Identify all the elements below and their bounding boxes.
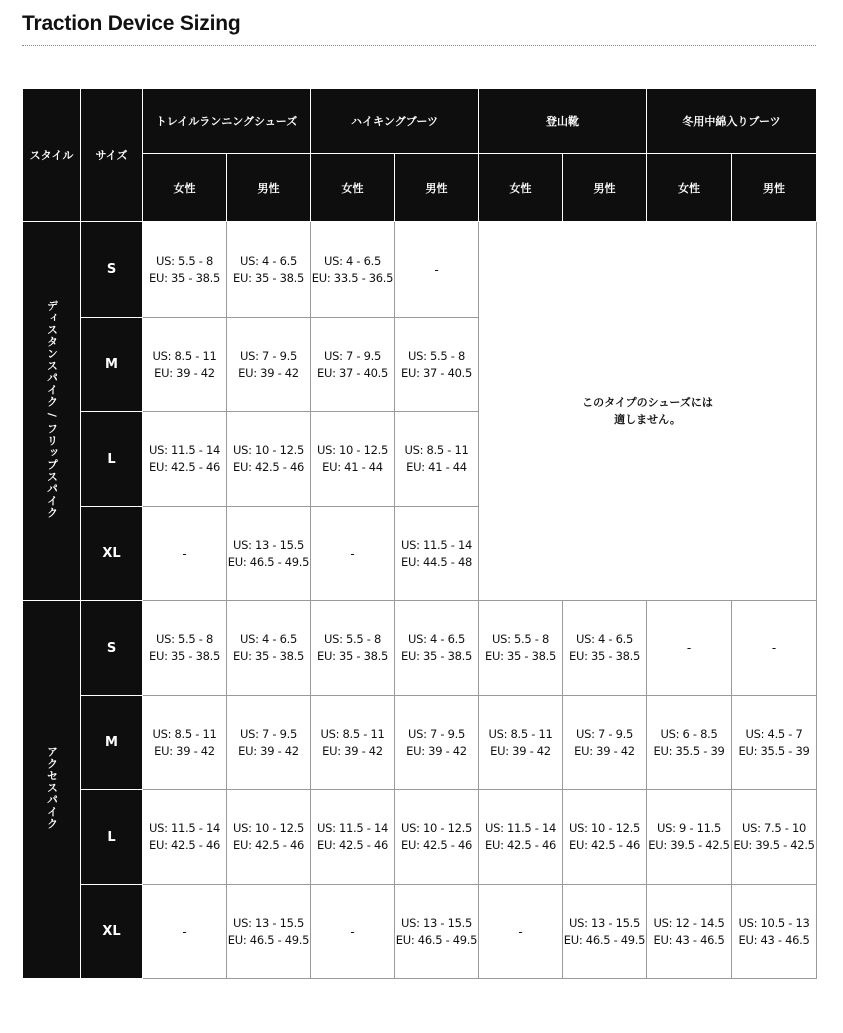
us-size-range: US: 10.5 - 13 [738, 915, 810, 930]
eu-size-range: EU: 42.5 - 46 [148, 460, 220, 474]
size-label: M [81, 318, 143, 412]
size-range-cell [143, 318, 227, 412]
eu-size-range: EU: 44.5 - 48 [400, 554, 472, 569]
us-size-range: US: 7 - 9.5 [239, 726, 297, 741]
size-range-cell [143, 412, 227, 507]
eu-size-range: EU: 41 - 44 [406, 460, 467, 474]
eu-size-range: EU: 39 - 42 [154, 743, 215, 758]
us-size-range: US: 13 - 15.5 [568, 915, 641, 930]
size-range-cell [143, 601, 227, 696]
us-size-range: US: 11.5 - 14 [316, 821, 389, 835]
eu-size-range: EU: 35.5 - 39 [653, 743, 725, 758]
header-style: スタイル [23, 89, 81, 222]
size-range-cell [563, 601, 647, 696]
eu-size-range: EU: 42.5 - 46 [232, 838, 304, 852]
eu-size-range: EU: 39 - 42 [406, 743, 467, 758]
size-range-cell [395, 507, 479, 601]
style-label-cell [23, 601, 81, 979]
us-size-range: US: 8.5 - 11 [152, 726, 217, 741]
us-size-range: US: 11.5 - 14 [400, 537, 473, 552]
header-size: サイズ [81, 89, 143, 222]
header-trail-running-shoes: トレイルランニングシューズ [143, 89, 311, 154]
us-size-range: US: 10 - 12.5 [232, 821, 305, 835]
header-women: 女性 [143, 154, 227, 222]
size-range-cell [143, 222, 227, 318]
size-range-cell [311, 696, 395, 790]
us-size-range: US: 11.5 - 14 [148, 443, 221, 457]
not-available-cell: - [143, 507, 227, 601]
not-suitable-text: 適しません。 [614, 413, 681, 426]
header-women: 女性 [647, 154, 732, 222]
size-range-cell [479, 601, 563, 696]
header-women: 女性 [311, 154, 395, 222]
us-size-range: US: 9 - 11.5 [656, 821, 722, 835]
eu-size-range: EU: 42.5 - 46 [232, 460, 304, 474]
size-range-cell [311, 222, 395, 318]
us-size-range: US: 7.5 - 10 [741, 821, 807, 835]
eu-size-range: EU: 35.5 - 39 [738, 743, 810, 758]
not-available-cell: - [143, 885, 227, 979]
eu-size-range: EU: 35 - 38.5 [232, 649, 304, 663]
size-range-cell [311, 790, 395, 885]
us-size-range: US: 11.5 - 14 [484, 821, 557, 835]
us-size-range: US: 10 - 12.5 [568, 821, 641, 835]
size-label: L [81, 412, 143, 507]
size-range-cell [563, 696, 647, 790]
us-size-range: US: 8.5 - 11 [320, 726, 385, 741]
us-size-range: US: 5.5 - 8 [407, 348, 465, 363]
not-available-cell: - [311, 507, 395, 601]
eu-size-range: EU: 39 - 42 [154, 365, 215, 380]
style-label: ディスタンスパイク / フリップスパイク [45, 300, 59, 519]
size-range-cell [563, 885, 647, 979]
eu-size-range: EU: 33.5 - 36.5 [311, 270, 394, 285]
size-range-cell [227, 790, 311, 885]
size-range-cell [479, 696, 563, 790]
us-size-range: US: 7 - 9.5 [575, 726, 633, 741]
size-range-cell [395, 696, 479, 790]
size-range-cell [143, 696, 227, 790]
eu-size-range: EU: 35 - 38.5 [148, 649, 220, 663]
us-size-range: US: 5.5 - 8 [155, 632, 213, 646]
size-range-cell [732, 696, 817, 790]
eu-size-range: EU: 42.5 - 46 [148, 838, 220, 852]
title-divider [22, 45, 816, 46]
page-title: Traction Device Sizing [22, 12, 241, 35]
us-size-range: US: 8.5 - 11 [488, 726, 553, 741]
eu-size-range: EU: 46.5 - 49.5 [395, 932, 478, 947]
eu-size-range: EU: 35 - 38.5 [148, 270, 220, 285]
us-size-range: US: 10 - 12.5 [316, 443, 389, 457]
size-range-cell [395, 318, 479, 412]
eu-size-range: EU: 46.5 - 49.5 [563, 932, 646, 947]
header-insulated-winter-boots: 冬用中綿入りブーツ [647, 89, 817, 154]
style-label-cell [23, 222, 81, 601]
eu-size-range: EU: 35 - 38.5 [568, 649, 640, 663]
eu-size-range: EU: 42.5 - 46 [484, 838, 556, 852]
us-size-range: US: 7 - 9.5 [323, 348, 381, 363]
size-label: S [81, 222, 143, 318]
size-range-cell [647, 696, 732, 790]
us-size-range: US: 4 - 6.5 [239, 253, 297, 268]
us-size-range: US: 5.5 - 8 [323, 632, 381, 646]
eu-size-range: EU: 35 - 38.5 [484, 649, 556, 663]
size-label: XL [81, 885, 143, 979]
size-range-cell [563, 790, 647, 885]
size-range-cell [311, 318, 395, 412]
us-size-range: US: 13 - 15.5 [232, 915, 305, 930]
not-suitable-note [479, 222, 817, 601]
size-range-cell [227, 318, 311, 412]
table-row [23, 885, 817, 979]
size-range-cell [479, 790, 563, 885]
header-men: 男性 [227, 154, 311, 222]
us-size-range: US: 5.5 - 8 [155, 253, 213, 268]
size-range-cell [227, 601, 311, 696]
us-size-range: US: 11.5 - 14 [148, 821, 221, 835]
eu-size-range: EU: 42.5 - 46 [568, 838, 640, 852]
size-range-cell [227, 507, 311, 601]
header-women: 女性 [479, 154, 563, 222]
header-hiking-boots: ハイキングブーツ [311, 89, 479, 154]
header-men: 男性 [395, 154, 479, 222]
eu-size-range: EU: 39 - 42 [490, 743, 551, 758]
size-label: S [81, 601, 143, 696]
eu-size-range: EU: 35 - 38.5 [316, 649, 388, 663]
us-size-range: US: 6 - 8.5 [660, 726, 718, 741]
size-range-cell [395, 601, 479, 696]
eu-size-range: EU: 39 - 42 [238, 365, 299, 380]
us-size-range: US: 7 - 9.5 [239, 348, 297, 363]
not-available-cell: - [311, 885, 395, 979]
size-range-cell [311, 412, 395, 507]
eu-size-range: EU: 39 - 42 [322, 743, 383, 758]
not-available-cell: - [395, 222, 479, 318]
header-men: 男性 [563, 154, 647, 222]
size-range-cell [227, 412, 311, 507]
eu-size-range: EU: 37 - 40.5 [400, 365, 472, 380]
eu-size-range: EU: 39 - 42 [238, 743, 299, 758]
eu-size-range: EU: 42.5 - 46 [400, 838, 472, 852]
eu-size-range: EU: 41 - 44 [322, 460, 383, 474]
us-size-range: US: 13 - 15.5 [232, 537, 305, 552]
us-size-range: US: 4 - 6.5 [575, 632, 633, 646]
size-range-cell [227, 222, 311, 318]
table-row [23, 222, 817, 318]
not-available-cell: - [647, 601, 732, 696]
size-range-cell [647, 885, 732, 979]
not-suitable-text: このタイプのシューズには [582, 396, 713, 409]
size-range-cell [227, 696, 311, 790]
us-size-range: US: 4 - 6.5 [407, 632, 465, 646]
eu-size-range: EU: 39 - 42 [574, 743, 635, 758]
us-size-range: US: 10 - 12.5 [232, 443, 305, 457]
us-size-range: US: 4 - 6.5 [323, 253, 381, 268]
us-size-range: US: 4 - 6.5 [239, 632, 297, 646]
eu-size-range: EU: 43 - 46.5 [653, 932, 725, 947]
eu-size-range: EU: 46.5 - 49.5 [227, 554, 310, 569]
size-range-cell [227, 885, 311, 979]
us-size-range: US: 5.5 - 8 [491, 632, 549, 646]
size-range-cell [311, 601, 395, 696]
not-available-cell: - [732, 601, 817, 696]
table-row [23, 696, 817, 790]
sizing-table [22, 88, 817, 979]
table-header [23, 89, 817, 222]
eu-size-range: EU: 37 - 40.5 [316, 365, 388, 380]
table-body [23, 222, 817, 979]
style-label: アクセスパイク [45, 746, 59, 830]
table-row [23, 790, 817, 885]
header-men: 男性 [732, 154, 817, 222]
us-size-range: US: 8.5 - 11 [152, 348, 217, 363]
size-range-cell [395, 885, 479, 979]
us-size-range: US: 13 - 15.5 [400, 915, 473, 930]
eu-size-range: EU: 42.5 - 46 [316, 838, 388, 852]
size-range-cell [732, 885, 817, 979]
size-range-cell [647, 790, 732, 885]
us-size-range: US: 12 - 14.5 [653, 915, 725, 930]
size-range-cell [395, 412, 479, 507]
size-range-cell [143, 790, 227, 885]
size-label: L [81, 790, 143, 885]
size-range-cell [732, 790, 817, 885]
size-label: M [81, 696, 143, 790]
us-size-range: US: 8.5 - 11 [404, 443, 469, 457]
eu-size-range: EU: 35 - 38.5 [400, 649, 472, 663]
eu-size-range: EU: 43 - 46.5 [738, 932, 810, 947]
us-size-range: US: 10 - 12.5 [400, 821, 473, 835]
header-mountaineering-boots: 登山靴 [479, 89, 647, 154]
size-range-cell [395, 790, 479, 885]
eu-size-range: EU: 39.5 - 42.5 [648, 838, 730, 852]
eu-size-range: EU: 35 - 38.5 [232, 270, 304, 285]
table-row [23, 601, 817, 696]
size-label: XL [81, 507, 143, 601]
eu-size-range: EU: 46.5 - 49.5 [227, 932, 310, 947]
us-size-range: US: 4.5 - 7 [745, 726, 803, 741]
us-size-range: US: 7 - 9.5 [407, 726, 465, 741]
eu-size-range: EU: 39.5 - 42.5 [733, 838, 815, 852]
not-available-cell: - [479, 885, 563, 979]
